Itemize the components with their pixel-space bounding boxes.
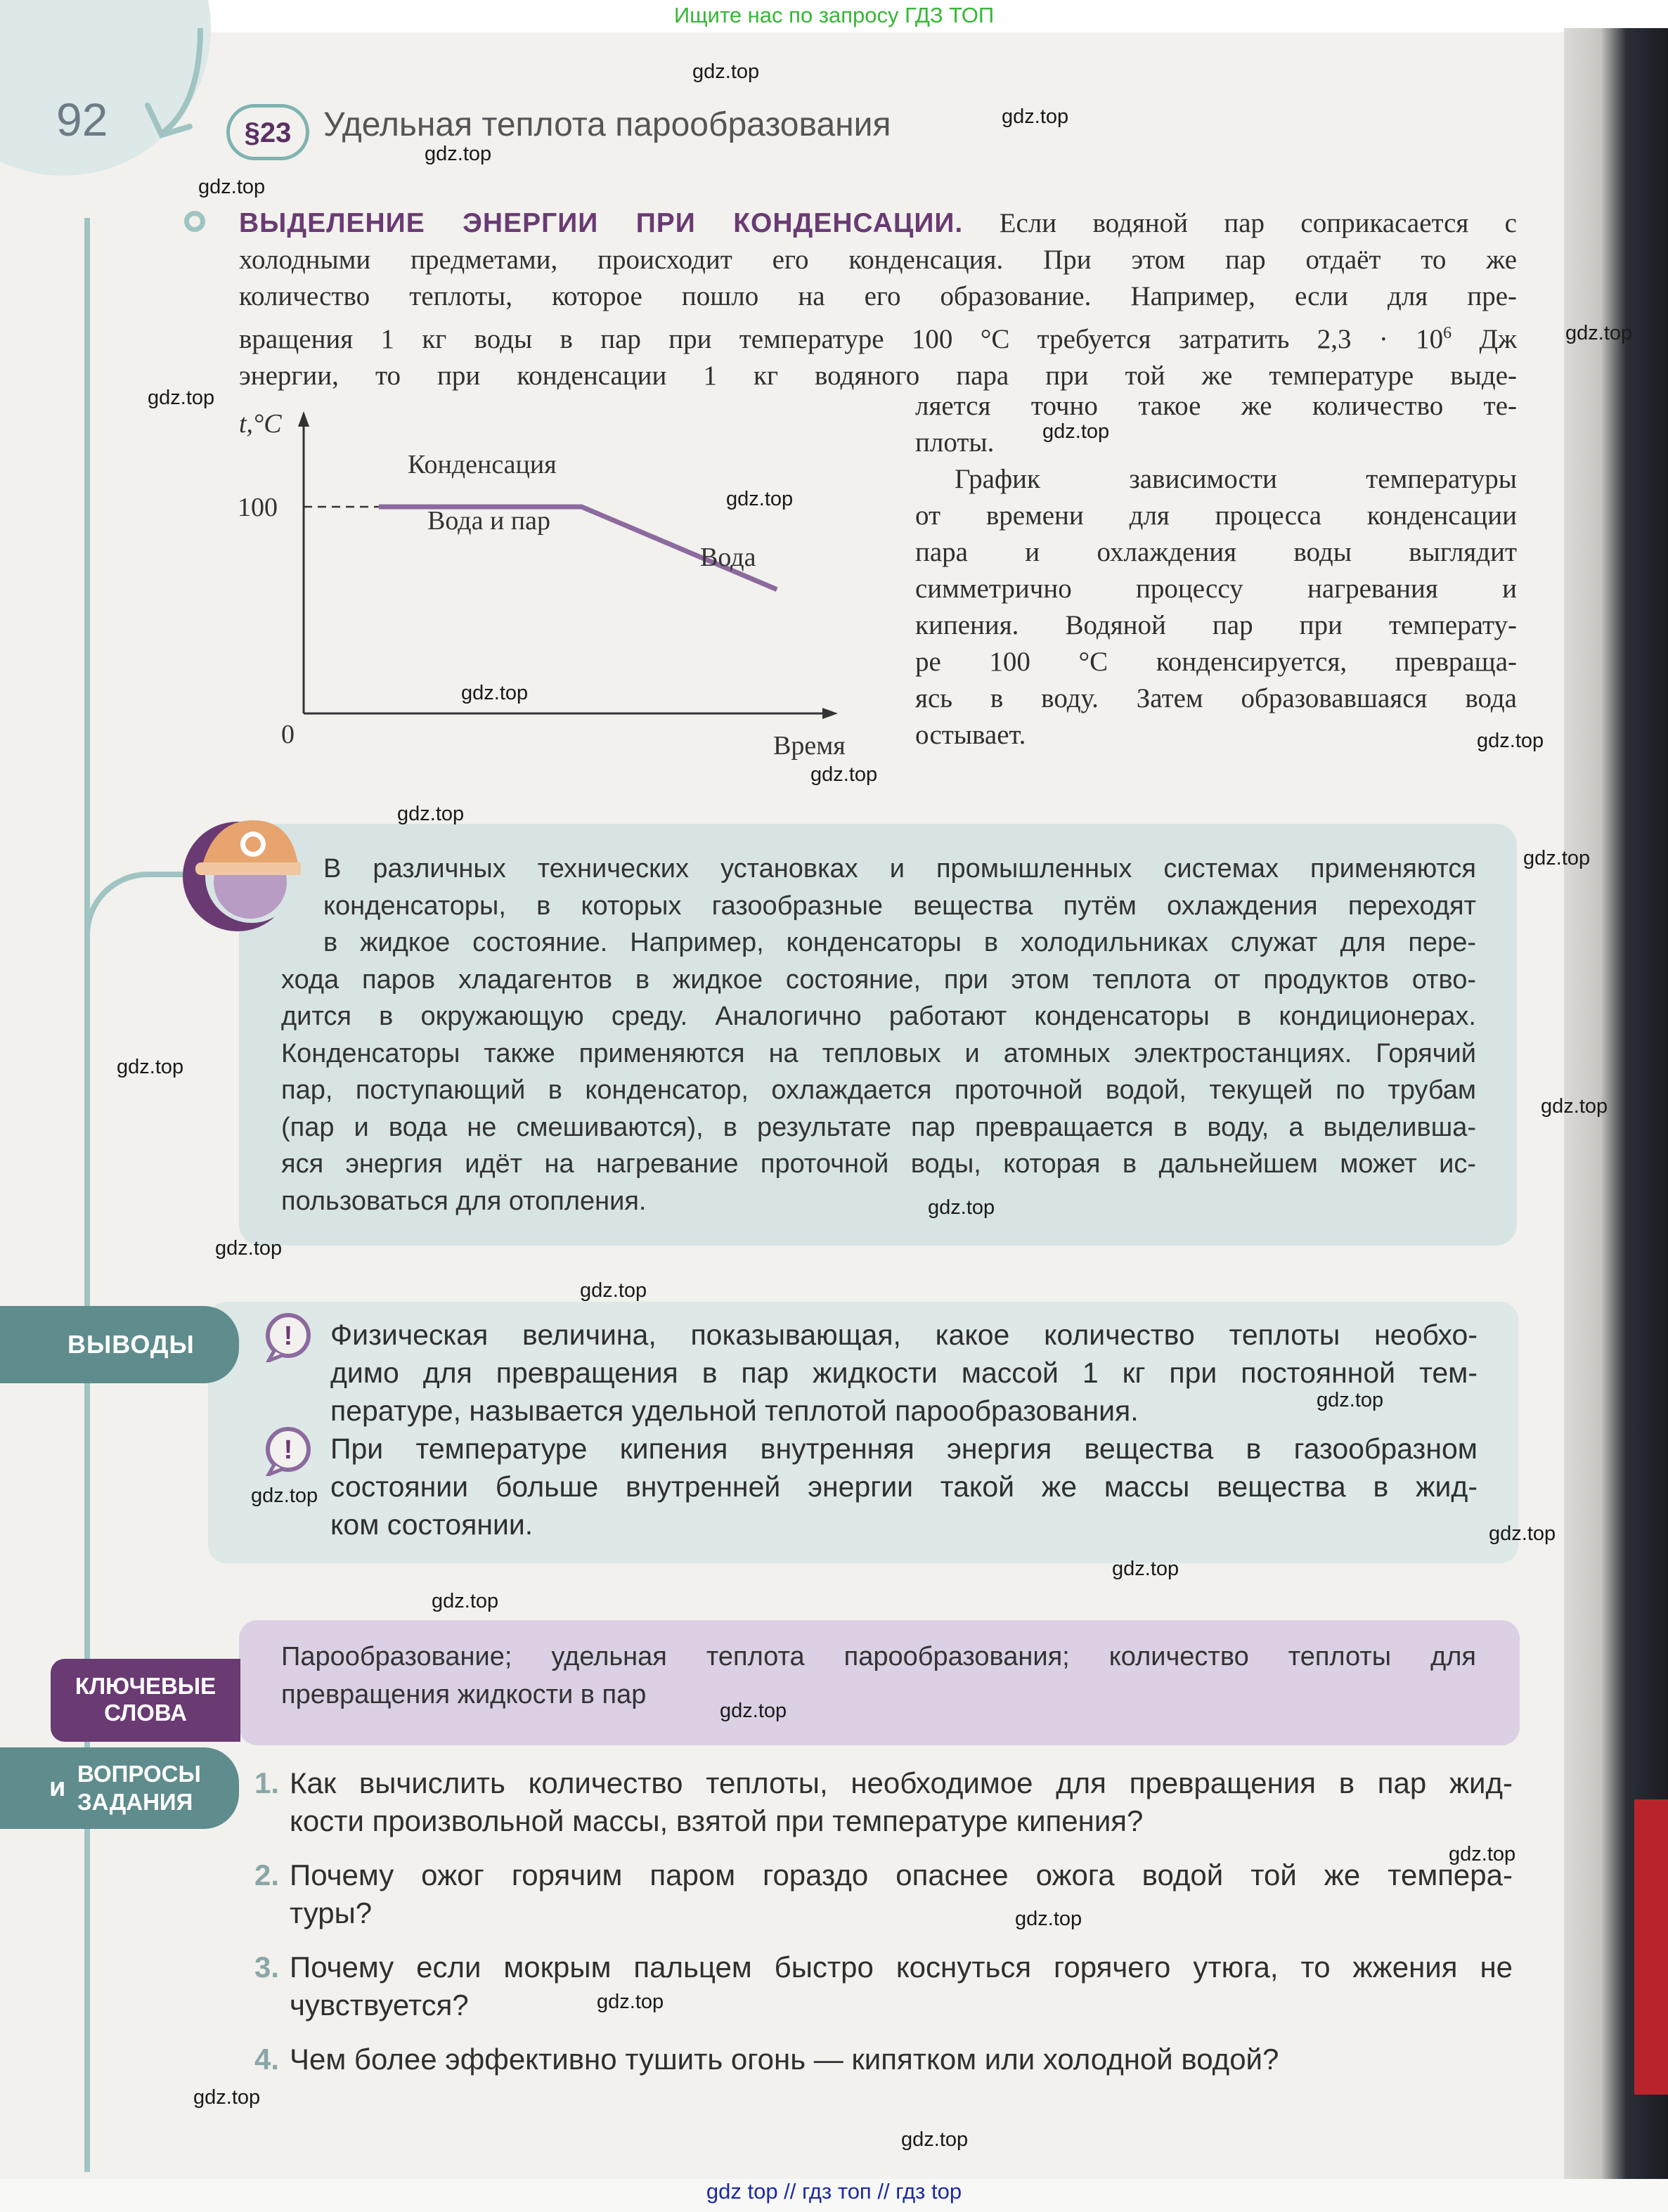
question-number: 3. — [254, 1951, 280, 1984]
question-4 — [254, 2040, 1520, 2078]
question-text — [290, 1948, 1513, 2024]
question-number: 2. — [254, 1858, 280, 1891]
info-line-2: в жидкое состояние. Например, конденсаторы в холодильниках служат для пере- — [323, 928, 1476, 957]
right-line-6: кипения. Водяной пар при температу- — [915, 610, 1517, 640]
conclusions-tab: ВЫВОДЫ — [0, 1306, 239, 1383]
watermark: gdz.top — [432, 1590, 499, 1612]
annotation-water-steam: Вода и пар — [427, 506, 550, 536]
watermark: gdz.top — [1002, 105, 1069, 128]
question-number: 4. — [254, 2043, 280, 2076]
watermark: gdz.top — [720, 1700, 787, 1722]
info-line-8: яся энергия идёт на нагревание проточной воды, которая в дальнейшем может ис- — [281, 1149, 1476, 1179]
exponent: 6 — [1443, 324, 1452, 342]
exclamation-glyph: ! — [283, 1435, 293, 1465]
watermark: gdz.top — [1523, 847, 1591, 869]
bottom-banner[interactable]: gdz top // гдз топ // гдз top — [706, 2179, 962, 2204]
paragraph-badge: §23 — [226, 104, 309, 160]
exclamation-icon — [264, 1312, 315, 1362]
question-3 — [254, 1948, 1520, 2024]
keywords-line-0: Парообразование; удельная теплота парообразования; количество теплоты для — [281, 1642, 1476, 1671]
margin-line — [84, 218, 90, 2172]
questions-tab-line-1: ВОПРОСЫ — [77, 1761, 201, 1787]
conclusion-2 — [330, 1430, 1478, 1544]
question-text — [290, 1856, 1513, 1932]
watermark: gdz.top — [117, 1056, 184, 1078]
questions-tab-line-2: ЗАДАНИЯ — [77, 1789, 193, 1815]
watermark: gdz.top — [148, 387, 215, 409]
question-3-line-1: Почему если мокрым пальцем быстро коснуться горячего утюга, то жжения не — [290, 1951, 1513, 1984]
questions-tab — [0, 1747, 239, 1829]
watermark: gdz.top — [193, 2086, 261, 2109]
watermark: gdz.top — [580, 1279, 647, 1302]
info-text — [281, 850, 1476, 1220]
info-line-3: хода паров хладагентов в жидкое состояние, при этом теплота от продуктов отво- — [281, 964, 1476, 995]
section-line-0: Если водяной пар соприкасается с — [999, 208, 1517, 238]
right-line-0: ляется точно такое же количество те- — [915, 391, 1517, 421]
exponent-unit: Дж — [1479, 324, 1517, 354]
question-2-line-2: туры? — [290, 1896, 373, 1929]
watermark: gdz.top — [215, 1237, 283, 1260]
keywords-line-1: превращения жидкости в пар — [281, 1680, 647, 1709]
watermark: gdz.top — [1317, 1389, 1384, 1411]
question-number: 1. — [254, 1766, 280, 1799]
right-line-7: ре 100 °С конденсируется, превраща- — [915, 647, 1517, 677]
info-line-0: В различных технических установках и промышленных системах применяются — [323, 854, 1476, 884]
watermark: gdz.top — [1015, 1908, 1082, 1930]
info-line-7: (пар и вода не смешиваются), в результате пар превращается в воду, а выделивша- — [281, 1112, 1476, 1142]
condensation-chart — [211, 397, 886, 791]
right-line-3: от времени для процесса конденсации — [915, 500, 1517, 531]
right-line-5: симметрично процессу нагревания и — [915, 574, 1517, 604]
conclusion-1-line-0: Физическая величина, показывающая, какое количество теплоты необхо- — [330, 1319, 1478, 1351]
keywords-text — [281, 1638, 1476, 1714]
section-line-3: вращения 1 кг воды в пар при температуре 100 °С требуется затратить 2,3 · 10 — [239, 324, 1444, 354]
section-line-1: холодными предметами, происходит его конденсация. При этом пар отдаёт то же — [239, 245, 1517, 275]
question-1-line-1: Как вычислить количество теплоты, необходимое для превращения в пар жид- — [290, 1766, 1513, 1799]
section-line — [239, 315, 1517, 358]
watermark: gdz.top — [1489, 1522, 1556, 1545]
origin-label: 0 — [281, 720, 295, 749]
conclusion-1 — [330, 1316, 1478, 1430]
watermark: gdz.top — [397, 803, 465, 825]
watermark: gdz.top — [1541, 1095, 1608, 1118]
right-line-2: График зависимости температуры — [955, 464, 1517, 494]
watermark: gdz.top — [692, 60, 760, 83]
watermark: gdz.top — [901, 2128, 969, 2151]
exclamation-icon — [264, 1425, 315, 1476]
y-axis-label: t,°C — [239, 409, 282, 439]
info-line-6: пар, поступающий в конденсатор, охлаждается проточной водой, текущей по трубам — [281, 1075, 1476, 1105]
section-line — [239, 205, 1517, 242]
y-axis-arrow — [298, 411, 309, 427]
question-text — [290, 1764, 1513, 1840]
conclusion-1-line-1: димо для превращения в пар жидкости массой 1 кг при постоянной тем- — [330, 1357, 1478, 1389]
question-1 — [254, 1764, 1520, 1840]
paragraph-title: Удельная теплота парообразования — [323, 106, 891, 143]
conclusion-2-line-0: При температуре кипения внутренняя энергия вещества в газообразном — [330, 1432, 1478, 1465]
right-line-8: ясь в воду. Затем образовавшаяся вода — [915, 683, 1517, 713]
watermark: gdz.top — [810, 763, 878, 786]
section-heading: ВЫДЕЛЕНИЕ ЭНЕРГИИ ПРИ КОНДЕНСАЦИИ. — [239, 208, 964, 238]
x-axis-arrow — [822, 708, 838, 719]
watermark: gdz.top — [1565, 322, 1633, 344]
conclusion-2-line-2: ком состоянии. — [330, 1508, 534, 1541]
watermark: gdz.top — [461, 682, 529, 704]
watermark: gdz.top — [251, 1485, 318, 1507]
watermark: gdz.top — [1042, 420, 1110, 443]
right-line-1: плоты. — [915, 427, 995, 458]
watermark: gdz.top — [425, 143, 492, 165]
section-text — [239, 205, 1517, 394]
info-line-4: дится в окружающую среду. Аналогично работают конденсаторы в кондиционерах. — [281, 1002, 1476, 1031]
bullet-dot — [184, 211, 205, 232]
exclamation-glyph: ! — [283, 1321, 293, 1351]
question-text — [290, 2040, 1513, 2078]
watermark: gdz.top — [928, 1196, 995, 1219]
right-line-9: остывает. — [915, 720, 1026, 750]
arrow-icon — [134, 28, 218, 148]
keywords-tab-line-2: СЛОВА — [104, 1700, 187, 1726]
questions-tab-and: и — [49, 1773, 66, 1802]
watermark: gdz.top — [198, 176, 266, 198]
question-4-line-1: Чем более эффективно тушить огонь — кипятком или холодной водой? — [290, 2043, 1279, 2076]
page-number: 92 — [56, 93, 108, 145]
info-line-5: Конденсаторы также применяются на тепловых и атомных электростанциях. Горячий — [281, 1038, 1476, 1068]
watermark: gdz.top — [1477, 730, 1544, 752]
watermark: gdz.top — [1449, 1843, 1516, 1865]
watermark: gdz.top — [726, 488, 794, 510]
question-2 — [254, 1856, 1520, 1932]
question-1-line-2: кости произвольной массы, взятой при температуре кипения? — [290, 1804, 1144, 1837]
section-line-4: энергии, то при конденсации 1 кг водяного пара при той же температуре выде- — [239, 361, 1517, 391]
y-tick-label-100: 100 — [238, 493, 278, 522]
page-edge-red — [1634, 1799, 1668, 2095]
conclusion-1-line-2: пературе, называется удельной теплотой парообразования. — [330, 1395, 1139, 1427]
keywords-tab — [51, 1659, 240, 1742]
top-banner[interactable]: Ищите нас по запросу ГДЗ ТОП — [673, 3, 995, 27]
question-2-line-1: Почему ожог горячим паром гораздо опаснее ожога водой той же темпера- — [290, 1858, 1513, 1891]
x-axis-label: Время — [773, 731, 846, 761]
info-line-9: пользоваться для отопления. — [281, 1186, 647, 1216]
section-line-2: количество теплоты, которое пошло на его образование. Например, если для пре- — [239, 281, 1517, 311]
annotation-water: Вода — [700, 543, 756, 572]
watermark: gdz.top — [1112, 1558, 1179, 1580]
question-3-line-2: чувствуется? — [290, 1988, 469, 2022]
annotation-condensation: Конденсация — [408, 450, 557, 479]
conclusion-2-line-1: состоянии больше внутренней энергии такой же массы вещества в жид- — [330, 1470, 1478, 1503]
right-line-4: пара и охлаждения воды выглядит — [915, 537, 1517, 567]
keywords-tab-line-1: КЛЮЧЕВЫЕ — [75, 1673, 216, 1699]
info-line-1: конденсаторы, в которых газообразные вещества путём охлаждения переходят — [323, 891, 1476, 921]
section-right-column — [915, 388, 1517, 753]
watermark: gdz.top — [597, 1991, 664, 2013]
